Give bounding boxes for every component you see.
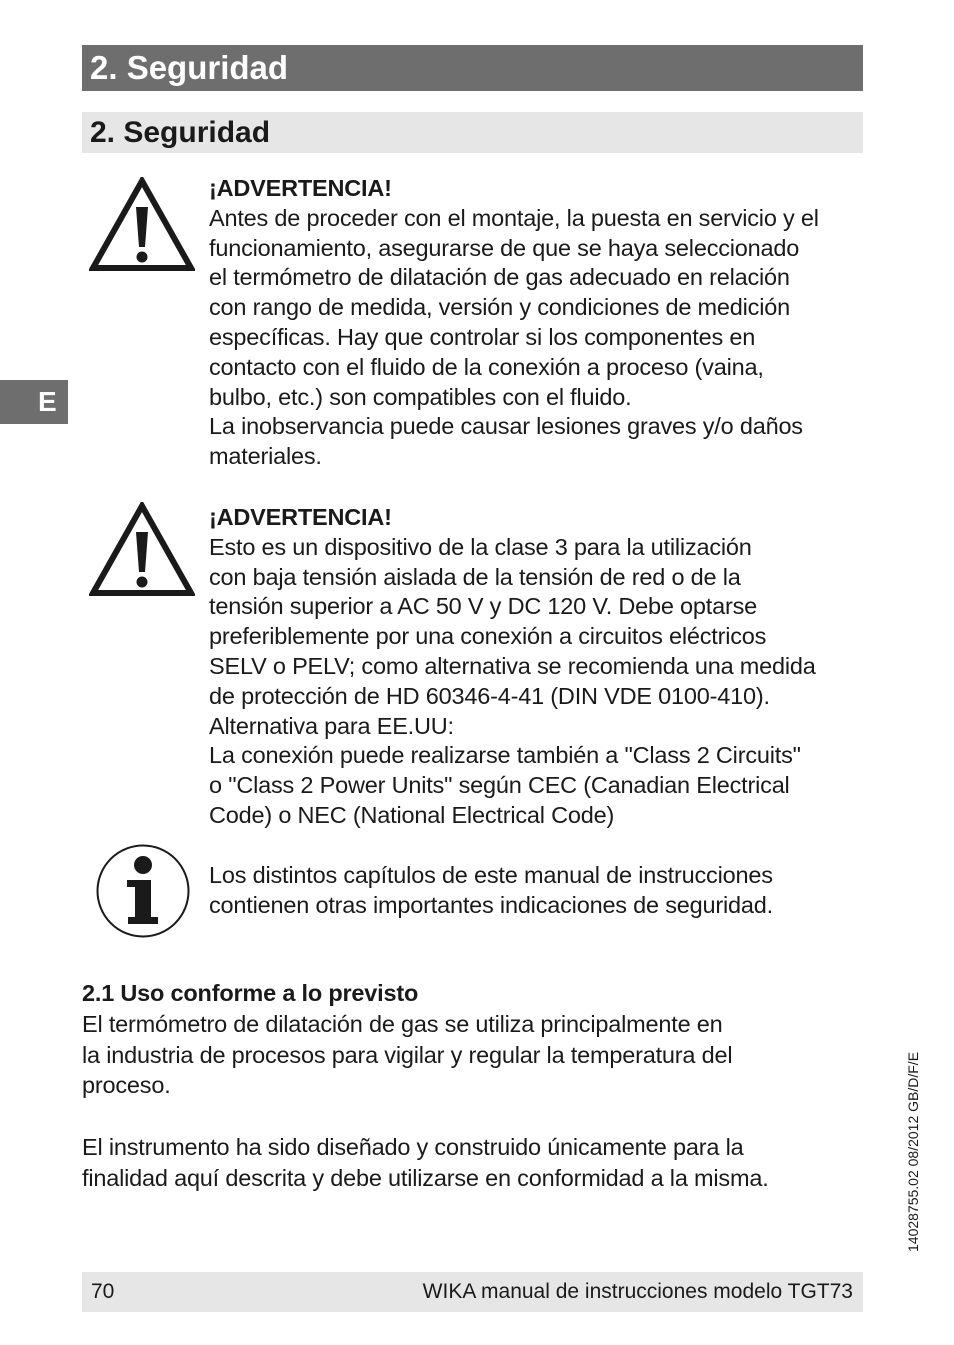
paragraph-line: proceso. [82,1072,171,1099]
info-block [209,861,869,921]
info-text-line: Los distintos capítulos de este manual de instrucciones [209,862,773,888]
warning-text-line: funcionamiento, asegurarse de que se haya seleccionado [209,234,800,261]
page-number: 70 [91,1280,115,1303]
warning-triangle-icon [89,502,195,598]
language-tab [0,380,68,424]
info-icon [95,843,191,939]
warning-block-1 [209,174,869,472]
warning-block-2 [209,503,869,831]
document-code: 14028755.02 08/2012 GB/D/F/E [905,1051,921,1252]
paragraph-line: El termómetro de dilatación de gas se utiliza principalmente en [82,1010,723,1037]
warning-text-line: Esto es un dispositivo de la clase 3 para la utilización [209,533,752,560]
language-tab-label: E [38,386,57,417]
warning-text-line: contacto con el fluido de la conexión a proceso (vaina, [209,353,764,380]
section-2-1-paragraph-2 [82,1132,872,1194]
chapter-header-bar [82,45,863,91]
warning-text-line: el termómetro de dilatación de gas adecuado en relación [209,264,790,291]
section-title: 2. Seguridad [90,116,271,149]
warning-text-line: preferiblemente por una conexión a circuitos eléctricos [209,623,767,650]
warning-text-line: con baja tensión aislada de la tensión de red o de la [209,563,741,590]
warning-text-line: con rango de medida, versión y condiciones de medición [209,294,790,321]
chapter-title: 2. Seguridad [90,49,289,86]
warning-text-line: SELV o PELV; como alternativa se recomienda una medida [209,652,816,679]
warning-triangle-icon [89,177,195,273]
warning-text-line: tensión superior a AC 50 V y DC 120 V. Debe optarse [209,593,758,620]
page-footer [82,1272,863,1312]
warning-text-line: específicas. Hay que controlar si los componentes en [209,323,756,350]
warning-text-line: de protección de HD 60346-4-41 (DIN VDE 0100-410). [209,682,770,709]
warning-text-line: La inobservancia puede causar lesiones graves y/o daños [209,413,803,440]
section-header-bar [82,112,863,153]
footer-title: WIKA manual de instrucciones modelo TGT73 [422,1280,853,1303]
warning-text-line: o "Class 2 Power Units" según CEC (Canadian Electrical [209,772,790,799]
warning-title: ¡ADVERTENCIA! [209,175,392,201]
section-heading: 2.1 Uso conforme a lo previsto [82,980,419,1006]
info-text-line: contienen otras importantes indicaciones de seguridad. [209,891,773,918]
warning-text-line: Alternativa para EE.UU: [209,712,454,739]
warning-text-line: bulbo, etc.) son compatibles con el fluido. [209,383,632,410]
warning-text-line: Antes de proceder con el montaje, la puesta en servicio y el [209,204,819,231]
paragraph-line: El instrumento ha sido diseñado y construido únicamente para la [82,1134,744,1160]
warning-text-line: materiales. [209,443,322,470]
section-2-1 [82,978,872,1101]
paragraph-line: finalidad aquí descrita y debe utilizarse en conformidad a la misma. [82,1164,769,1191]
paragraph-line: la industria de procesos para vigilar y regular la temperatura del [82,1041,733,1068]
warning-text-line: Code) o NEC (National Electrical Code) [209,801,615,828]
warning-title: ¡ADVERTENCIA! [209,504,392,530]
warning-text-line: La conexión puede realizarse también a "Class 2 Circuits" [209,742,801,769]
